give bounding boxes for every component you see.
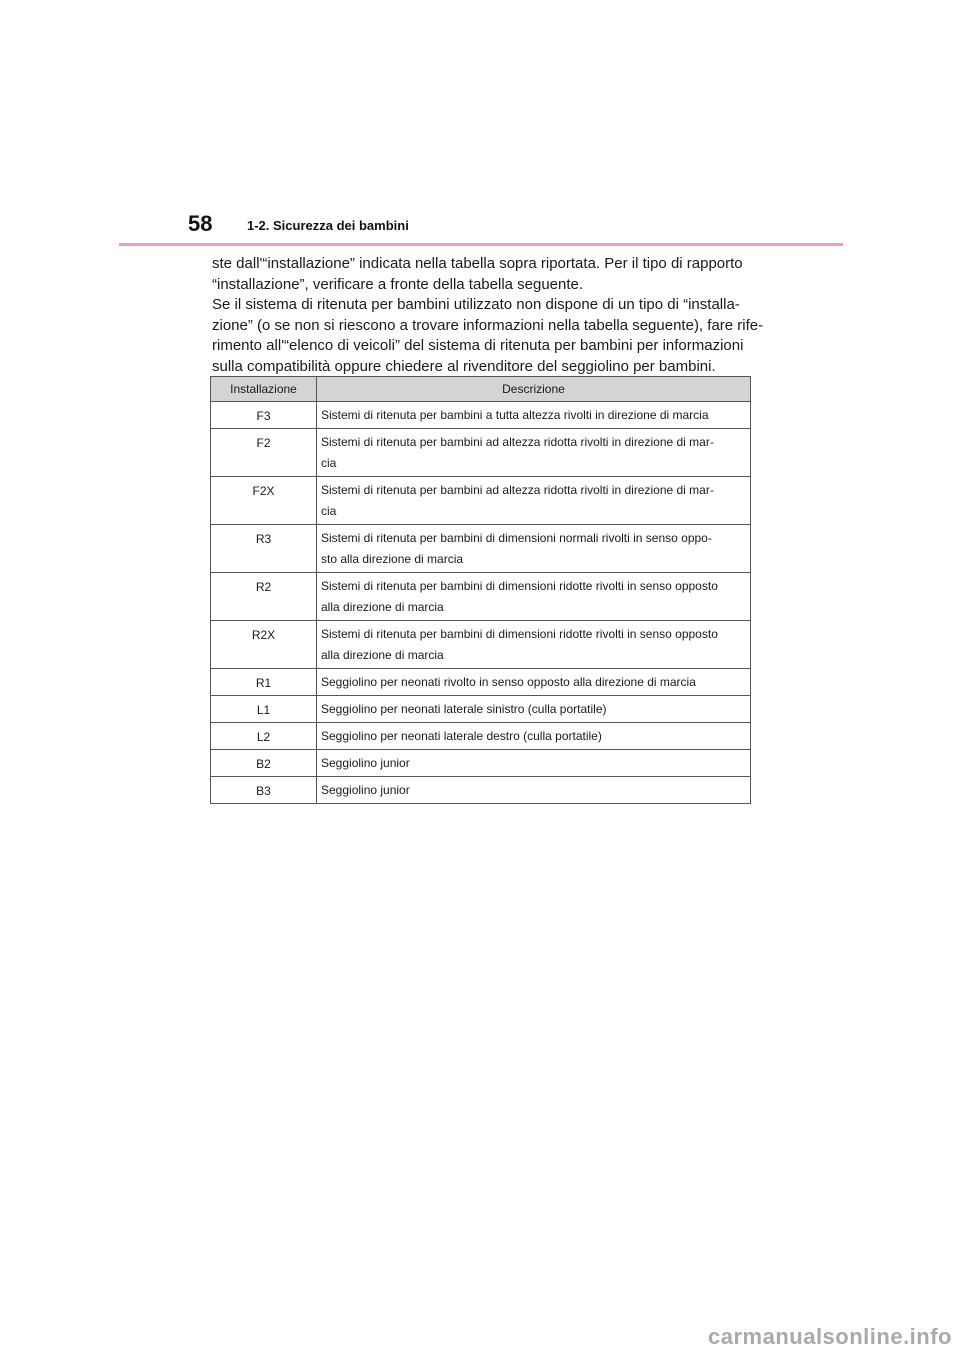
- watermark-link[interactable]: carmanualsonline.info: [708, 1324, 952, 1349]
- description-line: Sistemi di ritenuta per bambini di dimensioni ridotte rivolti in senso opposto: [321, 579, 718, 593]
- table-row: [211, 696, 751, 723]
- table-row: [211, 573, 751, 621]
- installation-description: [317, 621, 751, 669]
- table-row: [211, 669, 751, 696]
- table-row: [211, 402, 751, 429]
- installation-code: R1: [211, 669, 317, 696]
- description-line: Seggiolino junior: [321, 756, 410, 770]
- installation-code: L2: [211, 723, 317, 750]
- installation-code: F2X: [211, 477, 317, 525]
- installation-code: R3: [211, 525, 317, 573]
- installation-code: B3: [211, 777, 317, 804]
- header-rule: [119, 243, 843, 246]
- description-line: Seggiolino per neonati laterale destro (culla portatile): [321, 729, 602, 743]
- description-line: Sistemi di ritenuta per bambini a tutta altezza rivolti in direzione di marcia: [321, 408, 709, 422]
- installation-description: [317, 723, 751, 750]
- installation-description: [317, 750, 751, 777]
- body-text: [212, 254, 772, 377]
- body-line: ste dall'“installazione” indicata nella tabella sopra riportata. Per il tipo di rapporto: [212, 255, 743, 272]
- installation-code: B2: [211, 750, 317, 777]
- description-line: Seggiolino junior: [321, 783, 410, 797]
- description-line: cia: [321, 504, 337, 518]
- column-header-installazione: Installazione: [211, 377, 317, 402]
- table-row: [211, 477, 751, 525]
- body-line: Se il sistema di ritenuta per bambini utilizzato non dispone di un tipo di “installa-: [212, 296, 740, 313]
- table-header-row: [211, 377, 751, 402]
- description-line: Sistemi di ritenuta per bambini di dimensioni normali rivolti in senso oppo-: [321, 531, 712, 545]
- description-line: Sistemi di ritenuta per bambini di dimensioni ridotte rivolti in senso opposto: [321, 627, 718, 641]
- section-title: 1-2. Sicurezza dei bambini: [247, 218, 409, 233]
- description-line: Seggiolino per neonati rivolto in senso opposto alla direzione di marcia: [321, 675, 696, 689]
- body-line: “installazione”, verificare a fronte della tabella seguente.: [212, 275, 584, 293]
- installation-code: L1: [211, 696, 317, 723]
- installation-code: R2X: [211, 621, 317, 669]
- body-line: rimento all'“elenco di veicoli” del sistema di ritenuta per bambini per informazioni: [212, 337, 744, 354]
- body-line: zione” (o se non si riescono a trovare informazioni nella tabella seguente), fare rife-: [212, 316, 764, 334]
- table-row: [211, 750, 751, 777]
- body-line: sulla compatibilità oppure chiedere al rivenditore del seggiolino per bambini.: [212, 357, 716, 375]
- description-line: Seggiolino per neonati laterale sinistro (culla portatile): [321, 702, 607, 716]
- installation-code: F2: [211, 429, 317, 477]
- installation-table: [210, 376, 751, 804]
- installation-description: [317, 669, 751, 696]
- installation-code: F3: [211, 402, 317, 429]
- description-line: Sistemi di ritenuta per bambini ad altezza ridotta rivolti in direzione di mar-: [321, 435, 714, 449]
- table-row: [211, 723, 751, 750]
- page-number: 58: [188, 211, 213, 236]
- installation-description: [317, 777, 751, 804]
- table-row: [211, 525, 751, 573]
- installation-description: [317, 525, 751, 573]
- table-row: [211, 777, 751, 804]
- body-paragraph: [212, 254, 772, 377]
- installation-description: [317, 573, 751, 621]
- table-row: [211, 429, 751, 477]
- description-line: Sistemi di ritenuta per bambini ad altezza ridotta rivolti in direzione di mar-: [321, 483, 714, 497]
- description-line: cia: [321, 456, 337, 470]
- installation-description: [317, 429, 751, 477]
- installation-code: R2: [211, 573, 317, 621]
- installation-description: [317, 696, 751, 723]
- column-header-descrizione: Descrizione: [317, 377, 751, 402]
- description-line: sto alla direzione di marcia: [321, 552, 464, 566]
- installation-description: [317, 477, 751, 525]
- description-line: alla direzione di marcia: [321, 648, 444, 662]
- table-row: [211, 621, 751, 669]
- installation-description: [317, 402, 751, 429]
- description-line: alla direzione di marcia: [321, 600, 444, 614]
